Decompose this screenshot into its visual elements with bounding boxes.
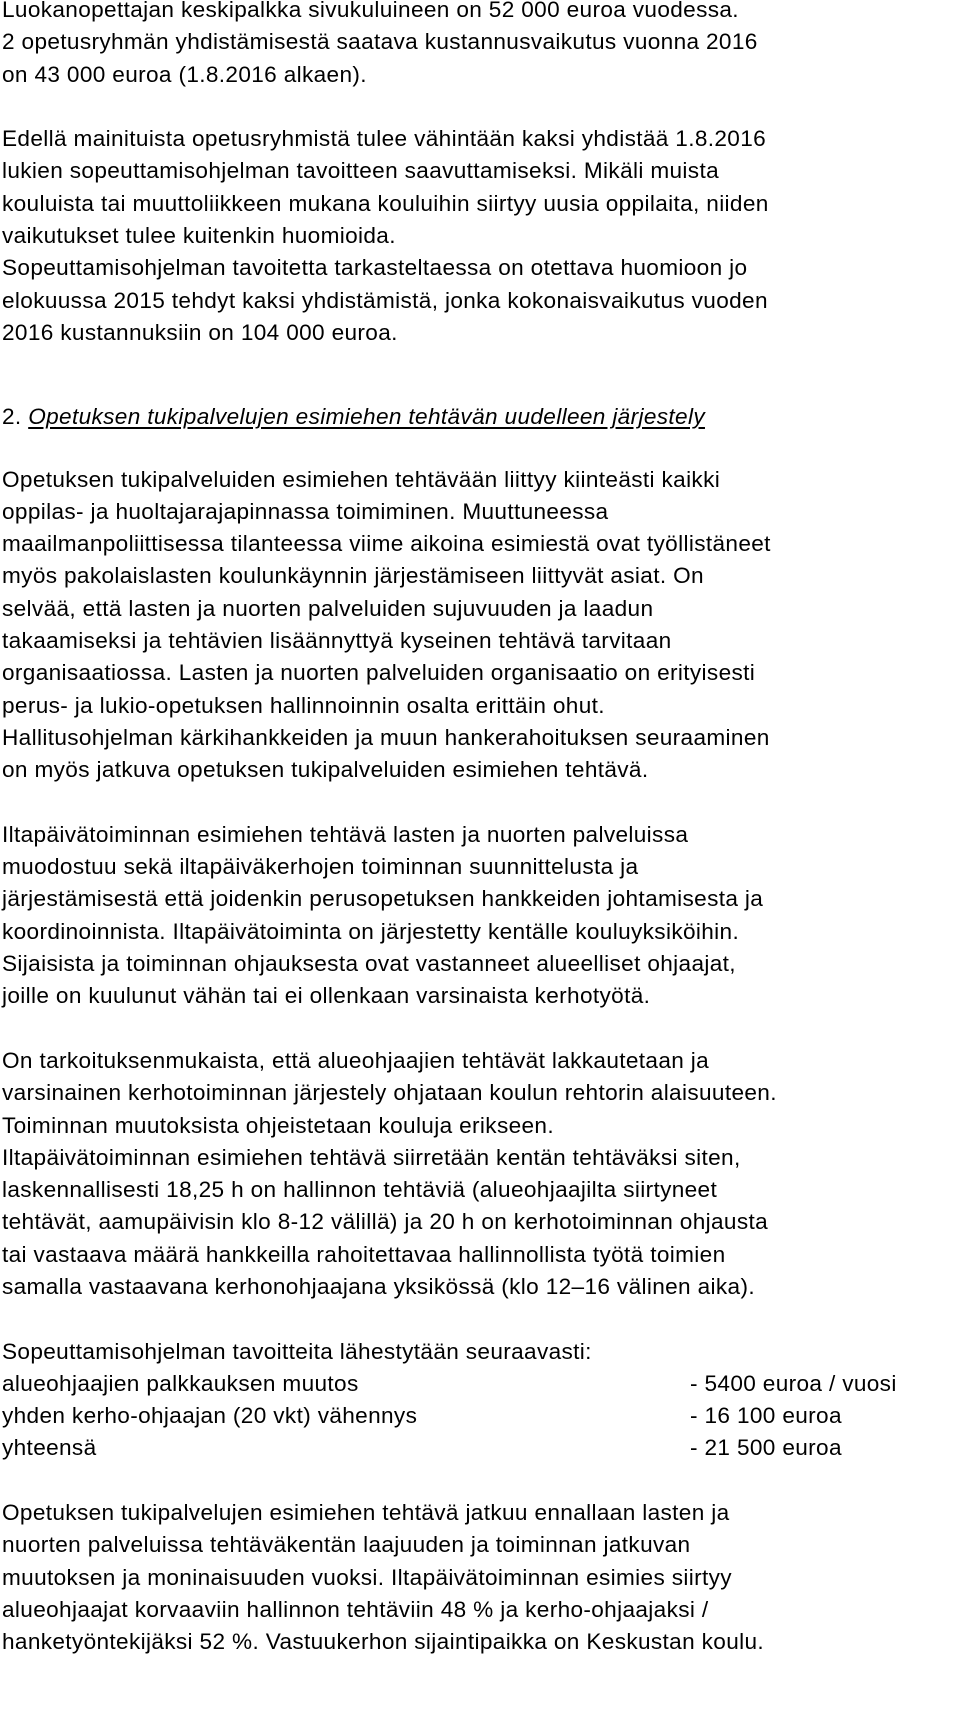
support-paragraph [2, 464, 960, 787]
savings-table [2, 1368, 960, 1465]
text-line: 2 opetusryhmän yhdistämisestä saatava kustannusvaikutus vuonna 2016 [2, 29, 758, 55]
savings-row-label: alueohjaajien palkkauksen muutos [2, 1370, 359, 1396]
section-number: 2. [2, 404, 22, 430]
text-line: maailmanpoliittisessa tilanteessa viime aikoina esimiestä ovat työllistäneet [2, 531, 771, 557]
closing-paragraph [2, 1497, 960, 1658]
text-line: Iltapäivätoiminnan esimiehen tehtävä lasten ja nuorten palveluissa [2, 821, 689, 847]
text-line: Sopeuttamisohjelman tavoitetta tarkasteltaessa on otettava huomioon jo [2, 255, 748, 281]
text-line: Toiminnan muutoksista ohjeistetaan kouluja erikseen. [2, 1112, 554, 1138]
text-line: koordinoinnista. Iltapäivätoiminta on järjestetty kentälle kouluyksiköihin. [2, 918, 740, 944]
text-line: organisaatiossa. Lasten ja nuorten palveluiden organisaatio on erityisesti [2, 660, 756, 686]
savings-row-value: - 5400 euroa / vuosi [690, 1370, 897, 1396]
text-line: järjestämisestä että joidenkin perusopetuksen hankkeiden johtamisesta ja [2, 886, 764, 912]
paragraph-gap [2, 787, 960, 819]
text-line: Opetuksen tukipalvelujen esimiehen tehtävä jatkuu ennallaan lasten ja [2, 1500, 730, 1526]
text-line: Hallitusohjelman kärkihankkeiden ja muun hankerahoituksen seuraaminen [2, 724, 770, 750]
savings-row-label: yhteensä [2, 1435, 97, 1461]
text-line: vaikutukset tulee kuitenkin huomioida. [2, 223, 396, 249]
section-heading [2, 401, 960, 433]
text-line: 2016 kustannuksiin on 104 000 euroa. [2, 319, 398, 345]
text-line: varsinainen kerhotoiminnan järjestely ohjataan koulun rehtorin alaisuuteen. [2, 1080, 777, 1106]
paragraph-gap [2, 1465, 960, 1497]
text-line: lukien sopeuttamisohjelman tavoitteen saavuttamiseksi. Mikäli muista [2, 158, 719, 184]
paragraph-gap [2, 1303, 960, 1335]
text-line: muutoksen ja moninaisuuden vuoksi. Iltapäivätoiminnan esimies siirtyy [2, 1564, 732, 1590]
text-line: Sijaisista ja toiminnan ohjauksesta ovat vastanneet alueelliset ohjaajat, [2, 951, 736, 977]
savings-row [2, 1368, 960, 1400]
text-line: joille on kuulunut vähän tai ei ollenkaan varsinaista kerhotyötä. [2, 983, 651, 1009]
text-line: Opetuksen tukipalveluiden esimiehen tehtävään liittyy kiinteästi kaikki [2, 466, 721, 492]
proposal-paragraph [2, 1045, 960, 1303]
targets-paragraph [2, 123, 960, 349]
text-line: tai vastaava määrä hankkeilla rahoitettavaa hallinnollista työtä toimien [2, 1241, 726, 1267]
savings-row [2, 1400, 960, 1432]
text-line: on 43 000 euroa (1.8.2016 alkaen). [2, 61, 367, 87]
text-line: laskennallisesti 18,25 h on hallinnon tehtäviä (alueohjaajilta siirtyneet [2, 1177, 718, 1203]
text-line: tehtävät, aamupäivisin klo 8-12 välillä) ja 20 h on kerhotoiminnan ohjausta [2, 1209, 769, 1235]
intro-paragraph [2, 0, 960, 91]
text-line: kouluista tai muuttoliikkeen mukana kouluihin siirtyy uusia oppilaita, niiden [2, 190, 769, 216]
text-line: Edellä mainituista opetusryhmistä tulee vähintään kaksi yhdistää 1.8.2016 [2, 126, 767, 152]
text-line: oppilas- ja huoltajarajapinnassa toimiminen. Muuttuneessa [2, 498, 609, 524]
text-line: samalla vastaavana kerhonohjaajana yksikössä (klo 12–16 välinen aika). [2, 1273, 755, 1299]
paragraph-gap [2, 1013, 960, 1045]
afternoon-paragraph [2, 819, 960, 1013]
text-line: myös pakolaislasten koulunkäynnin järjestämiseen liittyvät asiat. On [2, 563, 704, 589]
savings-row-value: - 16 100 euroa [690, 1403, 842, 1429]
text-line: alueohjaajat korvaaviin hallinnon tehtäviin 48 % ja kerho-ohjaajaksi / [2, 1596, 709, 1622]
savings-heading: Sopeuttamisohjelman tavoitteita lähestytään seuraavasti: [2, 1338, 592, 1364]
text-line: nuorten palveluissa tehtäväkentän laajuuden ja toiminnan jatkuvan [2, 1532, 691, 1558]
text-line: On tarkoituksenmukaista, että alueohjaajien tehtävät lakkautetaan ja [2, 1047, 710, 1073]
savings-row-value: - 21 500 euroa [690, 1435, 842, 1461]
text-line: selvää, että lasten ja nuorten palveluiden sujuvuuden ja laadun [2, 595, 654, 621]
paragraph-gap [2, 434, 960, 464]
savings-row [2, 1432, 960, 1464]
paragraph-gap [2, 349, 960, 401]
text-line: Iltapäivätoiminnan esimiehen tehtävä siirretään kentän tehtäväksi siten, [2, 1144, 741, 1170]
text-line: on myös jatkuva opetuksen tukipalveluiden esimiehen tehtävä. [2, 757, 649, 783]
text-line: perus- ja lukio-opetuksen hallinnoinnin osalta erittäin ohut. [2, 692, 605, 718]
text-line: takaamiseksi ja tehtävien lisäännyttyä kyseinen tehtävä tarvitaan [2, 628, 672, 654]
text-line: elokuussa 2015 tehdyt kaksi yhdistämistä, jonka kokonaisvaikutus vuoden [2, 287, 768, 313]
text-line: Luokanopettajan keskipalkka sivukuluineen on 52 000 euroa vuodessa. [2, 0, 739, 22]
text-line: muodostuu sekä iltapäiväkerhojen toiminnan suunnittelusta ja [2, 854, 639, 880]
section-title: Opetuksen tukipalvelujen esimiehen tehtävän uudelleen järjestely [28, 404, 705, 430]
paragraph-gap [2, 91, 960, 123]
savings-section [2, 1336, 960, 1465]
text-line: hanketyöntekijäksi 52 %. Vastuukerhon sijaintipaikka on Keskustan koulu. [2, 1629, 765, 1655]
savings-row-label: yhden kerho-ohjaajan (20 vkt) vähennys [2, 1403, 418, 1429]
